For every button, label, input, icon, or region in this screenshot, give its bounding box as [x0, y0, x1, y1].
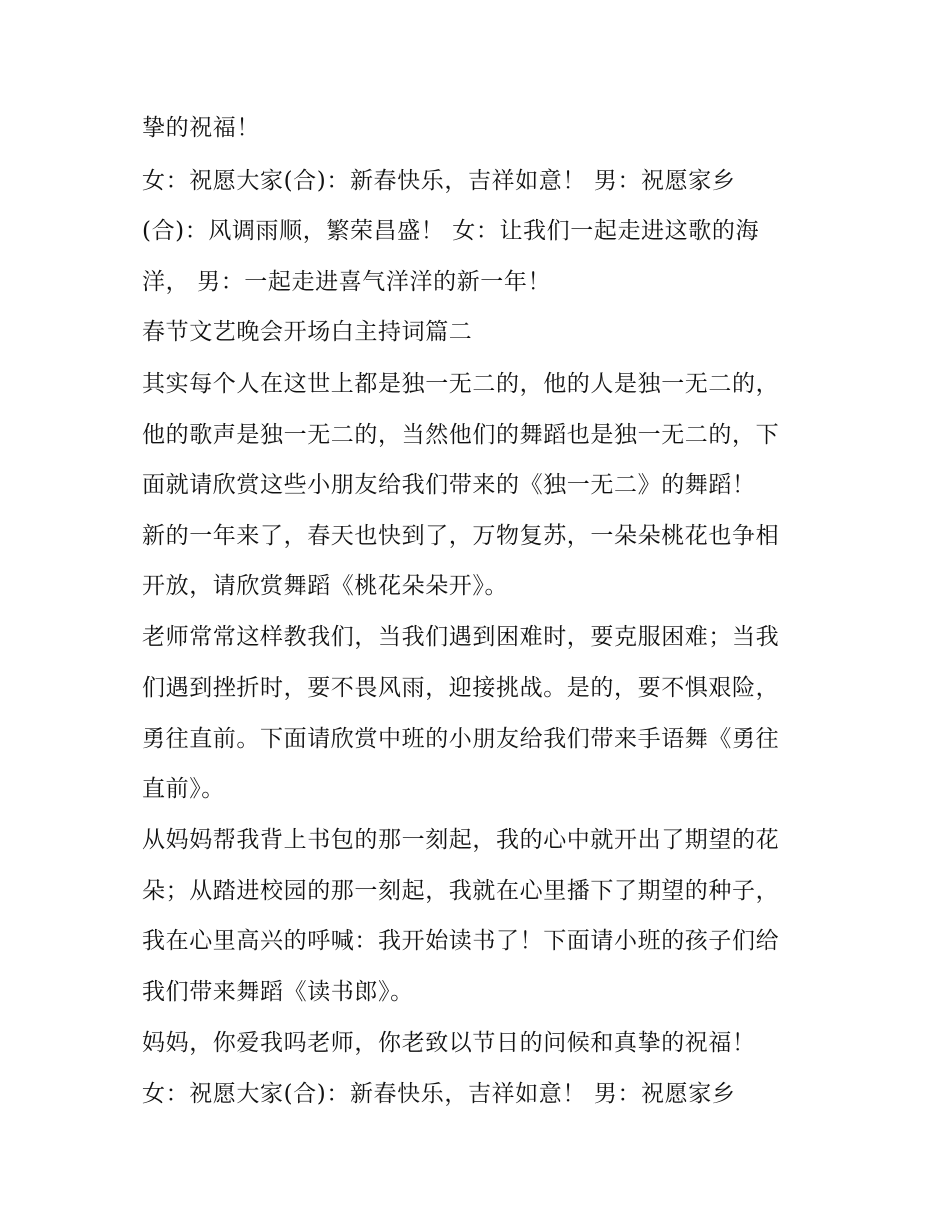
- text-line: 面就请欣赏这些小朋友给我们带来的《独一无二》的舞蹈！: [142, 472, 756, 498]
- text-line: 我在心里高兴的呼喊：我开始读书了！下面请小班的孩子们给: [142, 928, 780, 954]
- text-line: 从妈妈帮我背上书包的那一刻起，我的心中就开出了期望的花: [142, 827, 780, 853]
- text-line: 挚的祝福！: [142, 115, 260, 141]
- section-heading: 春节文艺晚会开场白主持词篇二: [142, 319, 473, 345]
- text-line: 他的歌声是独一无二的，当然他们的舞蹈也是独一无二的，下: [142, 422, 780, 448]
- text-line: 女：祝愿大家(合)：新春快乐，吉祥如意！ 男：祝愿家乡: [142, 168, 736, 194]
- text-line: 直前》。: [142, 776, 225, 802]
- text-line: (合)：风调雨顺，繁荣昌盛！ 女：让我们一起走进这歌的海: [142, 218, 760, 244]
- text-line: 我们带来舞蹈《读书郎》。: [142, 979, 414, 1005]
- text-line: 新的一年来了，春天也快到了，万物复苏，一朵朵桃花也争相: [142, 523, 780, 549]
- text-line: 勇往直前。下面请欣赏中班的小朋友给我们带来手语舞《勇往: [142, 726, 780, 752]
- text-line: 洋， 男：一起走进喜气洋洋的新一年！: [142, 269, 552, 295]
- text-line: 开放，请欣赏舞蹈《桃花朵朵开》。: [142, 573, 509, 599]
- text-line: 朵；从踏进校园的那一刻起，我就在心里播下了期望的种子，: [142, 878, 780, 904]
- text-line: 妈妈，你爱我吗老师，你老致以节日的问候和真挚的祝福！: [142, 1030, 756, 1056]
- text-line: 女：祝愿大家(合)：新春快乐，吉祥如意！ 男：祝愿家乡: [142, 1081, 736, 1107]
- text-line: 们遇到挫折时，要不畏风雨，迎接挑战。是的，要不惧艰险，: [142, 675, 780, 701]
- text-line: 其实每个人在这世上都是独一无二的，他的人是独一无二的，: [142, 371, 780, 397]
- text-line: 老师常常这样教我们，当我们遇到困难时，要克服困难；当我: [142, 624, 780, 650]
